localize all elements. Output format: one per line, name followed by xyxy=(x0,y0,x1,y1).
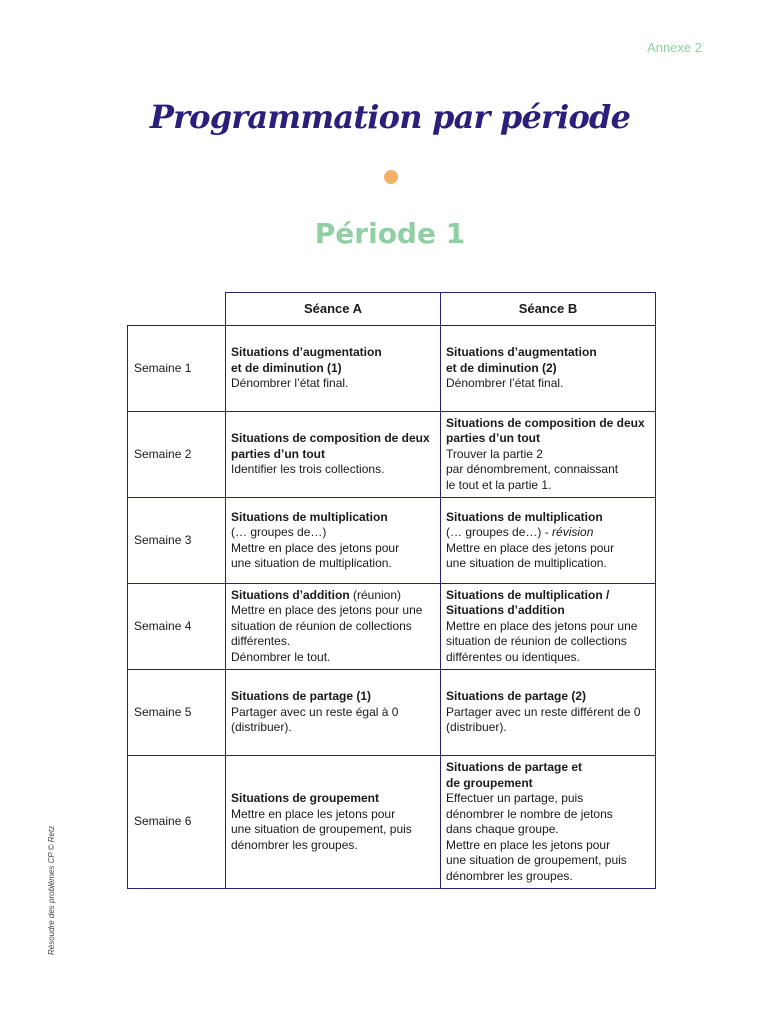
seance-description: Dénombrer l’état final. xyxy=(446,376,564,391)
seance-title: Situations de composition de deux parties d’un tout xyxy=(446,415,645,446)
seance-a-cell xyxy=(226,326,441,412)
seance-title: Situations de partage et de groupement xyxy=(446,760,583,790)
table-header-row xyxy=(128,293,656,326)
seance-b-cell xyxy=(441,326,656,412)
header-seance-a: Séance A xyxy=(226,293,441,326)
schedule-table xyxy=(127,292,656,889)
header-seance-b: Séance B xyxy=(441,293,656,326)
decorative-dot xyxy=(384,170,398,184)
seance-subtitle-text: (… groupes de…) - xyxy=(446,525,553,539)
seance-a-cell xyxy=(226,670,441,756)
seance-description: Trouver la partie 2 par dénombrement, connaissant le tout et la partie 1. xyxy=(446,446,619,492)
seance-title-extra: (réunion) xyxy=(349,587,402,602)
seance-b-cell xyxy=(441,498,656,584)
seance-title: Situations de multiplication xyxy=(446,509,603,524)
seance-title: Situations d’addition xyxy=(231,587,350,602)
period-heading: Période 1 xyxy=(314,217,466,250)
week-label: Semaine 4 xyxy=(128,584,226,670)
week-label: Semaine 5 xyxy=(128,670,226,756)
week-label: Semaine 2 xyxy=(128,412,226,498)
seance-title: Situations de composition de deux parties d’un tout xyxy=(231,431,430,461)
seance-description: Mettre en place des jetons pour une situation de multiplication. xyxy=(446,540,615,570)
seance-title: Situations de multiplication / Situations d’addition xyxy=(446,587,610,618)
seance-a-cell xyxy=(226,584,441,670)
seance-description: Identifier les trois collections. xyxy=(231,462,385,477)
week-label: Semaine 3 xyxy=(128,498,226,584)
seance-a-cell xyxy=(226,756,441,889)
seance-description: Effectuer un partage, puis dénombrer le nombre de jetons dans chaque groupe. Mettre en place les jetons pour une situation de groupement, puis dénombrer les groupes. xyxy=(446,791,627,883)
table-row xyxy=(128,584,656,670)
seance-title: Situations de partage (2) xyxy=(446,689,587,704)
seance-description: Mettre en place les jetons pour une situation de groupement, puis dénombrer les groupes. xyxy=(231,806,412,852)
seance-b-cell xyxy=(441,412,656,498)
revision-note: révision xyxy=(552,525,594,539)
seance-title-line xyxy=(231,588,434,604)
seance-a-cell xyxy=(226,498,441,584)
seance-b-cell xyxy=(441,670,656,756)
table-row xyxy=(128,326,656,412)
seance-title: Situations d’augmentation et de diminution (1) xyxy=(231,345,382,375)
seance-subtitle xyxy=(446,525,649,541)
header-empty-cell xyxy=(128,293,226,326)
table-row xyxy=(128,498,656,584)
seance-description: Mettre en place des jetons pour une situation de réunion de collections différentes ou identiques. xyxy=(446,618,638,664)
table-row xyxy=(128,756,656,889)
seance-title: Situations d’augmentation et de diminution (2) xyxy=(446,345,597,375)
table-row xyxy=(128,670,656,756)
seance-description: Partager avec un reste égal à 0 (distribuer). xyxy=(231,704,399,735)
seance-a-cell xyxy=(226,412,441,498)
week-label: Semaine 6 xyxy=(128,756,226,889)
seance-description: Mettre en place des jetons pour une situation de réunion de collections différentes. Dénombrer le tout. xyxy=(231,603,423,664)
seance-title: Situations de multiplication xyxy=(231,509,388,524)
seance-title: Situations de groupement xyxy=(231,791,380,805)
side-credit: Résoudre des problèmes CP © Retz xyxy=(47,825,56,955)
week-label: Semaine 1 xyxy=(128,326,226,412)
seance-b-cell xyxy=(441,584,656,670)
seance-description: (… groupes de…) Mettre en place des jetons pour une situation de multiplication. xyxy=(231,525,400,570)
seance-b-cell xyxy=(441,756,656,889)
seance-description: Dénombrer l’état final. xyxy=(231,376,349,391)
seance-description: Partager avec un reste différent de 0 (distribuer). xyxy=(446,704,641,735)
seance-title: Situations de partage (1) xyxy=(231,689,372,704)
table-row xyxy=(128,412,656,498)
page-title: Programmation par période xyxy=(149,98,631,136)
annex-label: Annexe 2 xyxy=(647,40,702,55)
